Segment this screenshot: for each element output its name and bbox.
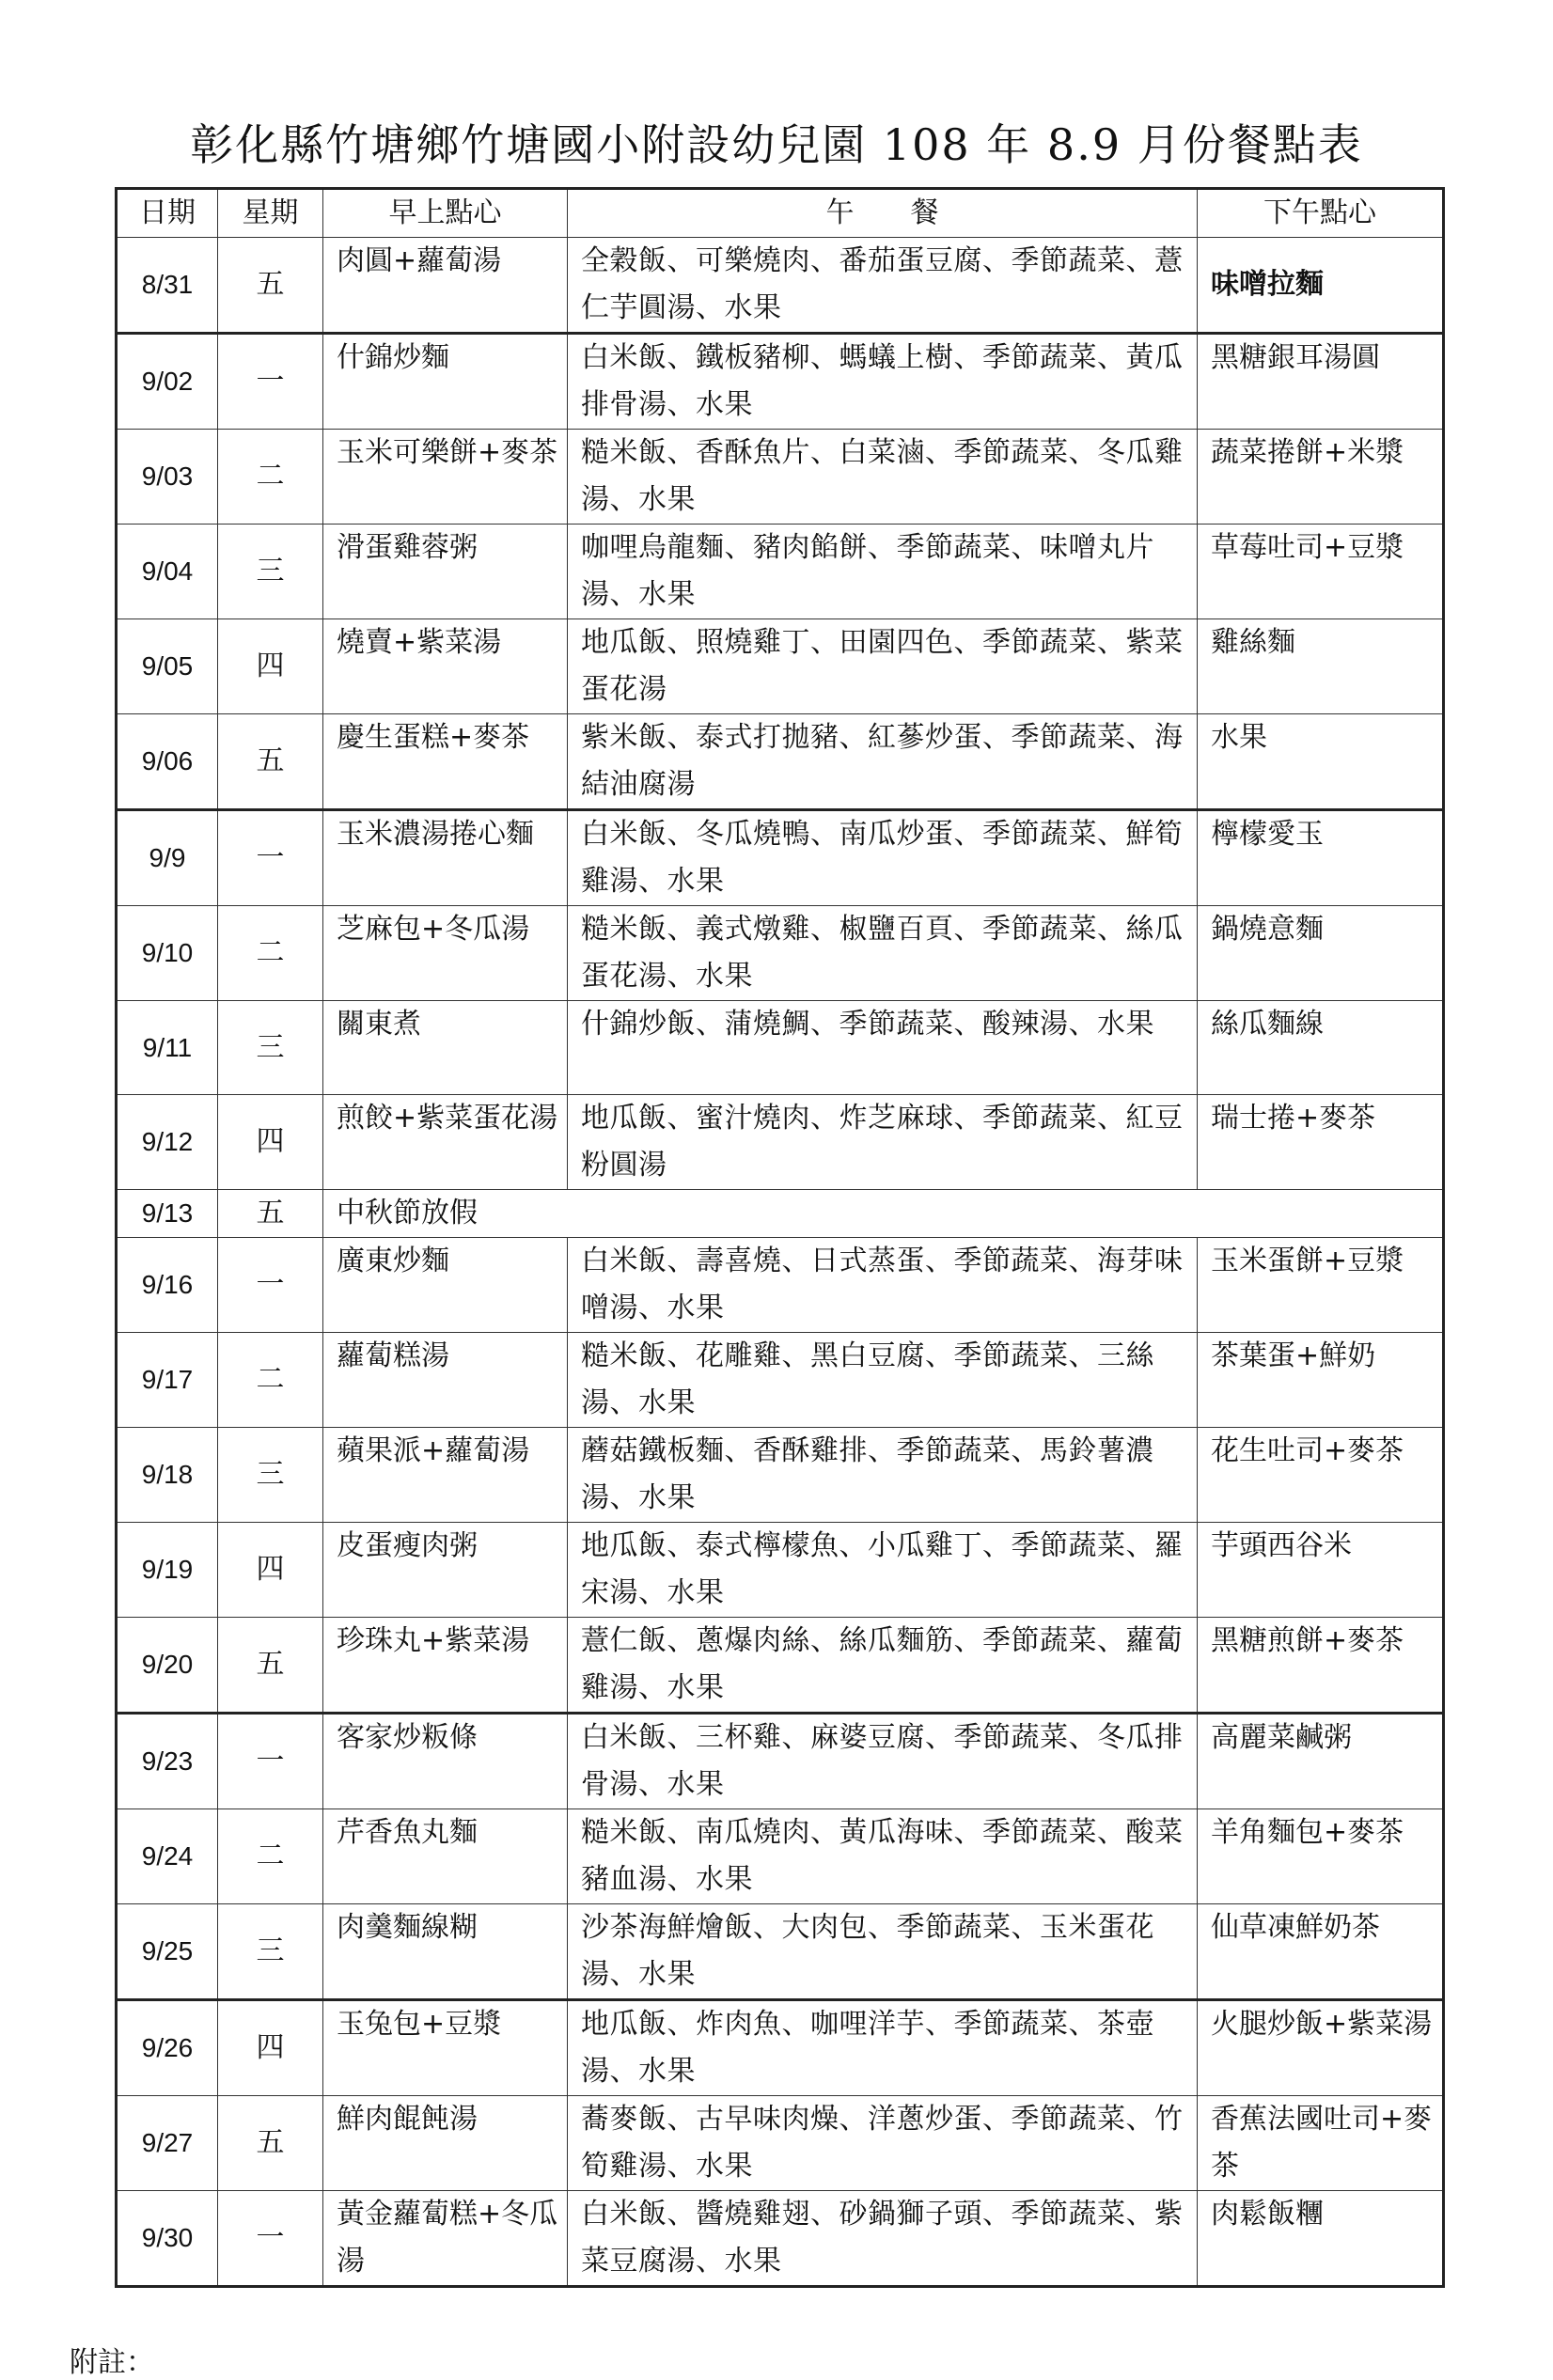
cell-morning-snack: 蘋果派+蘿蔔湯 — [323, 1428, 568, 1523]
cell-lunch: 糙米飯、花雕雞、黑白豆腐、季節蔬菜、三絲湯、水果 — [568, 1333, 1198, 1428]
menu-table — [115, 187, 1445, 2288]
cell-lunch: 白米飯、醬燒雞翅、砂鍋獅子頭、季節蔬菜、紫菜豆腐湯、水果 — [568, 2191, 1198, 2287]
cell-day: 三 — [218, 1428, 323, 1523]
cell-afternoon-snack: 玉米蛋餅+豆漿 — [1198, 1238, 1444, 1333]
cell-lunch: 白米飯、冬瓜燒鴨、南瓜炒蛋、季節蔬菜、鮮筍雞湯、水果 — [568, 810, 1198, 906]
cell-morning-snack: 什錦炒麵 — [323, 334, 568, 430]
table-row — [117, 2191, 1444, 2287]
cell-lunch: 地瓜飯、炸肉魚、咖哩洋芋、季節蔬菜、茶壺湯、水果 — [568, 2000, 1198, 2096]
cell-date: 9/04 — [117, 525, 218, 619]
cell-morning-snack: 慶生蛋糕+麥茶 — [323, 714, 568, 810]
cell-date: 9/20 — [117, 1618, 218, 1714]
cell-afternoon-snack: 仙草凍鮮奶茶 — [1198, 1904, 1444, 2000]
cell-day: 四 — [218, 2000, 323, 2096]
cell-day: 一 — [218, 334, 323, 430]
cell-day: 二 — [218, 1333, 323, 1428]
cell-day: 一 — [218, 2191, 323, 2287]
header-lunch: 午 餐 — [568, 189, 1198, 238]
cell-morning-snack: 鮮肉餛飩湯 — [323, 2096, 568, 2191]
cell-lunch: 糙米飯、南瓜燒肉、黃瓜海味、季節蔬菜、酸菜豬血湯、水果 — [568, 1809, 1198, 1904]
cell-morning-snack: 關東煮 — [323, 1001, 568, 1095]
cell-afternoon-snack: 瑞士捲+麥茶 — [1198, 1095, 1444, 1190]
table-row — [117, 1001, 1444, 1095]
cell-afternoon-snack: 雞絲麵 — [1198, 619, 1444, 714]
cell-lunch: 白米飯、三杯雞、麻婆豆腐、季節蔬菜、冬瓜排骨湯、水果 — [568, 1714, 1198, 1809]
cell-morning-snack: 皮蛋瘦肉粥 — [323, 1523, 568, 1618]
cell-afternoon-snack: 草莓吐司+豆漿 — [1198, 525, 1444, 619]
cell-date: 9/23 — [117, 1714, 218, 1809]
table-row — [117, 238, 1444, 334]
page-title: 彰化縣竹塘鄉竹塘國小附設幼兒園 108 年 8.9 月份餐點表 — [190, 119, 1363, 170]
cell-afternoon-snack: 香蕉法國吐司+麥茶 — [1198, 2096, 1444, 2191]
cell-lunch: 地瓜飯、泰式檸檬魚、小瓜雞丁、季節蔬菜、羅宋湯、水果 — [568, 1523, 1198, 1618]
table-row — [117, 2096, 1444, 2191]
cell-date: 9/18 — [117, 1428, 218, 1523]
cell-morning-snack: 煎餃+紫菜蛋花湯 — [323, 1095, 568, 1190]
cell-afternoon-snack: 茶葉蛋+鮮奶 — [1198, 1333, 1444, 1428]
cell-lunch: 沙茶海鮮燴飯、大肉包、季節蔬菜、玉米蛋花湯、水果 — [568, 1904, 1198, 2000]
cell-afternoon-snack: 高麗菜鹹粥 — [1198, 1714, 1444, 1809]
cell-day: 四 — [218, 1095, 323, 1190]
table-row — [117, 1618, 1444, 1714]
cell-date: 9/10 — [117, 906, 218, 1001]
cell-morning-snack: 玉米可樂餅+麥茶 — [323, 430, 568, 525]
cell-date: 9/9 — [117, 810, 218, 906]
cell-day: 一 — [218, 810, 323, 906]
table-row — [117, 1190, 1444, 1238]
cell-day: 二 — [218, 906, 323, 1001]
cell-afternoon-snack: 絲瓜麵線 — [1198, 1001, 1444, 1095]
cell-date: 9/19 — [117, 1523, 218, 1618]
cell-afternoon-snack: 黑糖銀耳湯圓 — [1198, 334, 1444, 430]
cell-lunch: 白米飯、壽喜燒、日式蒸蛋、季節蔬菜、海芽味噌湯、水果 — [568, 1238, 1198, 1333]
table-row — [117, 525, 1444, 619]
header-row — [117, 189, 1444, 238]
cell-morning-snack: 黃金蘿蔔糕+冬瓜湯 — [323, 2191, 568, 2287]
cell-date: 9/30 — [117, 2191, 218, 2287]
cell-afternoon-snack: 火腿炒飯+紫菜湯 — [1198, 2000, 1444, 2096]
cell-day: 三 — [218, 525, 323, 619]
header-morning: 早上點心 — [323, 189, 568, 238]
table-row — [117, 1904, 1444, 2000]
cell-afternoon-snack: 水果 — [1198, 714, 1444, 810]
cell-lunch: 薏仁飯、蔥爆肉絲、絲瓜麵筋、季節蔬菜、蘿蔔雞湯、水果 — [568, 1618, 1198, 1714]
cell-lunch: 什錦炒飯、蒲燒鯛、季節蔬菜、酸辣湯、水果 — [568, 1001, 1198, 1095]
cell-lunch: 紫米飯、泰式打拋豬、紅蔘炒蛋、季節蔬菜、海結油腐湯 — [568, 714, 1198, 810]
cell-day: 五 — [218, 1618, 323, 1714]
cell-date: 9/26 — [117, 2000, 218, 2096]
cell-date: 9/24 — [117, 1809, 218, 1904]
cell-lunch: 糙米飯、義式燉雞、椒鹽百頁、季節蔬菜、絲瓜蛋花湯、水果 — [568, 906, 1198, 1001]
table-row — [117, 1428, 1444, 1523]
cell-date: 9/25 — [117, 1904, 218, 2000]
table-row — [117, 1714, 1444, 1809]
cell-morning-snack: 廣東炒麵 — [323, 1238, 568, 1333]
cell-date: 9/12 — [117, 1095, 218, 1190]
header-day: 星期 — [218, 189, 323, 238]
table-row — [117, 1523, 1444, 1618]
cell-day: 一 — [218, 1238, 323, 1333]
cell-lunch: 全穀飯、可樂燒肉、番茄蛋豆腐、季節蔬菜、薏仁芋圓湯、水果 — [568, 238, 1198, 334]
cell-day: 三 — [218, 1904, 323, 2000]
cell-afternoon-snack: 鍋燒意麵 — [1198, 906, 1444, 1001]
footnote: 附註： — [70, 2346, 154, 2379]
cell-morning-snack: 肉羹麵線糊 — [323, 1904, 568, 2000]
cell-lunch: 咖哩烏龍麵、豬肉餡餅、季節蔬菜、味噌丸片湯、水果 — [568, 525, 1198, 619]
table-row — [117, 619, 1444, 714]
cell-lunch: 地瓜飯、蜜汁燒肉、炸芝麻球、季節蔬菜、紅豆粉圓湯 — [568, 1095, 1198, 1190]
cell-date: 9/27 — [117, 2096, 218, 2191]
cell-afternoon-snack: 肉鬆飯糰 — [1198, 2191, 1444, 2287]
cell-afternoon-snack: 羊角麵包+麥茶 — [1198, 1809, 1444, 1904]
cell-date: 9/16 — [117, 1238, 218, 1333]
table-row — [117, 1238, 1444, 1333]
table-row — [117, 1333, 1444, 1428]
cell-morning-snack: 肉圓+蘿蔔湯 — [323, 238, 568, 334]
cell-lunch: 糙米飯、香酥魚片、白菜滷、季節蔬菜、冬瓜雞湯、水果 — [568, 430, 1198, 525]
cell-morning-snack: 芹香魚丸麵 — [323, 1809, 568, 1904]
table-row — [117, 810, 1444, 906]
cell-lunch: 白米飯、鐵板豬柳、螞蟻上樹、季節蔬菜、黃瓜排骨湯、水果 — [568, 334, 1198, 430]
cell-date: 9/06 — [117, 714, 218, 810]
header-date: 日期 — [117, 189, 218, 238]
cell-day: 五 — [218, 1190, 323, 1238]
cell-afternoon-snack: 蔬菜捲餅+米漿 — [1198, 430, 1444, 525]
cell-afternoon-snack: 味噌拉麵 — [1198, 238, 1444, 334]
table-row — [117, 906, 1444, 1001]
table-row — [117, 2000, 1444, 2096]
cell-day: 二 — [218, 430, 323, 525]
cell-date: 9/11 — [117, 1001, 218, 1095]
cell-lunch: 蘑菇鐵板麵、香酥雞排、季節蔬菜、馬鈴薯濃湯、水果 — [568, 1428, 1198, 1523]
cell-morning-snack: 珍珠丸+紫菜湯 — [323, 1618, 568, 1714]
cell-date: 9/13 — [117, 1190, 218, 1238]
table-row — [117, 1095, 1444, 1190]
cell-day: 三 — [218, 1001, 323, 1095]
table-row — [117, 334, 1444, 430]
cell-morning-snack: 燒賣+紫菜湯 — [323, 619, 568, 714]
cell-day: 四 — [218, 619, 323, 714]
menu-body — [117, 238, 1444, 2287]
cell-date: 9/05 — [117, 619, 218, 714]
cell-day: 一 — [218, 1714, 323, 1809]
cell-day: 五 — [218, 714, 323, 810]
cell-lunch: 地瓜飯、照燒雞丁、田園四色、季節蔬菜、紫菜蛋花湯 — [568, 619, 1198, 714]
header-afternoon: 下午點心 — [1198, 189, 1444, 238]
cell-holiday: 中秋節放假 — [323, 1190, 1444, 1238]
cell-morning-snack: 蘿蔔糕湯 — [323, 1333, 568, 1428]
table-row — [117, 714, 1444, 810]
cell-day: 五 — [218, 238, 323, 334]
cell-afternoon-snack: 黑糖煎餅+麥茶 — [1198, 1618, 1444, 1714]
table-row — [117, 430, 1444, 525]
cell-afternoon-snack: 芋頭西谷米 — [1198, 1523, 1444, 1618]
cell-morning-snack: 玉米濃湯捲心麵 — [323, 810, 568, 906]
cell-date: 9/03 — [117, 430, 218, 525]
cell-morning-snack: 芝麻包+冬瓜湯 — [323, 906, 568, 1001]
cell-afternoon-snack: 檸檬愛玉 — [1198, 810, 1444, 906]
cell-date: 8/31 — [117, 238, 218, 334]
cell-date: 9/17 — [117, 1333, 218, 1428]
cell-day: 四 — [218, 1523, 323, 1618]
cell-day: 五 — [218, 2096, 323, 2191]
cell-day: 二 — [218, 1809, 323, 1904]
cell-morning-snack: 玉兔包+豆漿 — [323, 2000, 568, 2096]
table-row — [117, 1809, 1444, 1904]
cell-date: 9/02 — [117, 334, 218, 430]
cell-morning-snack: 滑蛋雞蓉粥 — [323, 525, 568, 619]
cell-afternoon-snack: 花生吐司+麥茶 — [1198, 1428, 1444, 1523]
cell-lunch: 蕎麥飯、古早味肉燥、洋蔥炒蛋、季節蔬菜、竹筍雞湯、水果 — [568, 2096, 1198, 2191]
cell-morning-snack: 客家炒粄條 — [323, 1714, 568, 1809]
